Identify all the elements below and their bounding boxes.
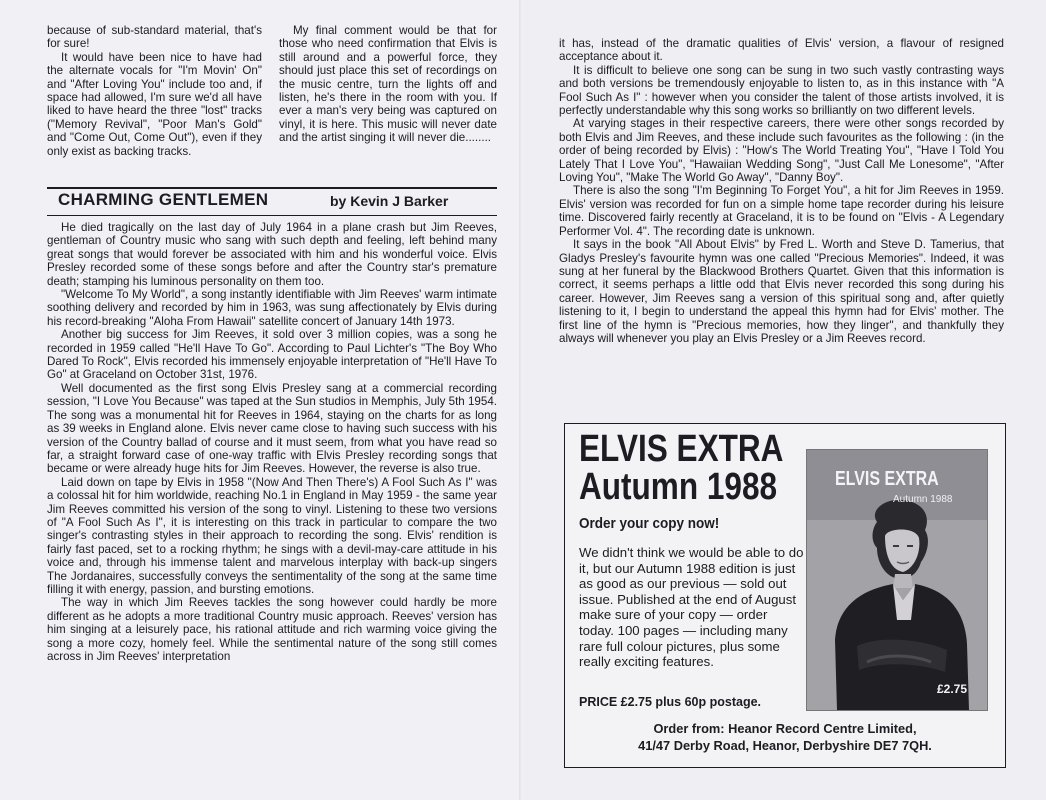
- paragraph: It says in the book "All About Elvis" by Fred L. Worth and Steve D. Tamerius, that Gladys Presley's favourite hymn was one called "Precious Memories". Indeed, it was sung at her funeral by the Blackwood Brothers Quartet. Given that this information is correct, it seems perhaps a little odd that Elvis never recorded this song during his career. However, Jim Reeves sang a version of this spiritual song and, after quietly listening to it, I begin to understand the appeal this hymn had for Elvis' mother. The first line of the hymn is "Precious memories, how they linger", and thankfully they always will whenever you play an Elvis Presley or a Jim Reeves record.: [559, 238, 1004, 345]
- paragraph: Well documented as the first song Elvis Presley sang at a commercial recording session, "I Love You Because" was taped at the Sun studios in Memphis, July 5th 1954. The song was a monumental hit for Reeves in 1964, staying on the charts for as long as 39 weeks in England alone. Elvis never came close to having such success with his version of the Country ballad of course and it must seem, from what you have read so far, a straight forward case of one-way traffic with Elvis Presley recording songs that became or were already huge hits for Jim Reeves. However, the reverse is also true.: [47, 381, 497, 476]
- article-title: CHARMING GENTLEMEN: [58, 190, 269, 209]
- ad-body: We didn't think we would be able to do it, but our Autumn 1988 edition is just as good as our previous — sold out issue. Published at the end of August make sure of your copy — order today. 100 pages — including many rare full colour pictures, plus some really exciting features.: [579, 545, 804, 670]
- elvis-extra-advert: [564, 423, 1006, 768]
- right-column: [559, 37, 1004, 345]
- title-rule-bottom: [47, 215, 497, 216]
- magazine-cover-image: [806, 449, 988, 711]
- cover-subtitle: Autumn 1988: [893, 494, 953, 505]
- paragraph: It is difficult to believe one song can be sung in two such vastly contrasting ways and both versions be tremendously enjoyable to listen to, as in this instance with "A Fool Such As I" : however when you consider the talent of those artists involved, it is perfectly understandable why this song works so brilliantly on two different levels.: [559, 63, 1004, 118]
- ad-order-heading: Order your copy now!: [579, 515, 720, 532]
- paragraph: "Welcome To My World", a song instantly identifiable with Jim Reeves' warm intimate soothing delivery and recorded by him in 1963, was sung affectionately by Elvis during his record-breaking "Aloha From Hawaii" satellite concert of January 14th 1973.: [47, 288, 497, 328]
- cover-title: ELVIS EXTRA: [835, 468, 939, 490]
- paragraph: The way in which Jim Reeves tackles the song however could hardly be more different as he adopts a more traditional Country music approach. Reeves' version has him singing at a leisurely pace, his rational attitude and rich warming voice giving the song a more cozy, homely feel. While the sentimental nature of the song still comes across in Jim Reeves' interpretation: [47, 596, 497, 663]
- paragraph: There is also the song "I'm Beginning To Forget You", a hit for Jim Reeves in 1959. Elvis' version was recorded for fun on a simple home tape recorder during his leisure time. Discovered fairly recently at Graceland, it is to be found on "Elvis - A Legendary Performer Vol. 4". The recording date is unknown.: [559, 184, 1004, 238]
- paragraph: It would have been nice to have had the alternate vocals for "I'm Movin' On" and "After Loving You" include too and, if space had allowed, I'm sure we'd all have liked to have heard the three "lost" tracks ("Memory Revival", "Poor Man's Gold" and "Come Out, Come Out"), even if they only exist as backing tracks.: [47, 50, 262, 158]
- paragraph: Laid down on tape by Elvis in 1958 "(Now And Then There's) A Fool Such As I" was a colossal hit for him worldwide, reaching No.1 in England in May 1959 - the same year Jim Reeves committed his version of the song to vinyl. Listening to these two versions of "A Fool Such As I", it is interesting on this track in particular to compare the two singer's contrasting styles in their approach to recording the song. Elvis' rendition is fairly fast paced, set to a rocking rhythm; he sings with a devil-may-care attitude in his voice and, through his immense talent and marvelous interplay with back-up singers The Jordanaires, successfully conveys the sentimentality of the song at the same time filling it with energy, passion, and bursting emotions.: [47, 475, 497, 596]
- left-column-2: [279, 24, 497, 145]
- article-body: [47, 221, 497, 663]
- title-rule-top: [47, 187, 497, 189]
- ad-order-address: [565, 720, 1005, 754]
- byline: by Kevin J Barker: [330, 193, 449, 209]
- paragraph: because of sub-standard material, that's for sure!: [47, 24, 262, 51]
- cover-price: £2.75: [937, 682, 968, 696]
- paragraph: At varying stages in their respective careers, there were other songs recorded by both Elvis and Jim Reeves, and these include such favourites as the following : (in the order of being recorded by Elvis) : "How's The World Treating You", "Have I Told You Lately That I Love You", "Hawaiian Wedding Song", "Just Call Me Lonesome", "After Loving You", "Make The World Go Away", "Danny Boy".: [559, 117, 1004, 185]
- paragraph: He died tragically on the last day of July 1964 in a plane crash but Jim Reeves, gentleman of Country music who sang with such depth and feeling, left behind many great songs that would forever be associated with him and his wonderful voice. Elvis Presley recorded some of these songs before and after the Country star's premature death; stamping his luminous personality on them too.: [47, 221, 497, 288]
- left-column-1: [47, 24, 262, 158]
- ad-price: PRICE £2.75 plus 60p postage.: [579, 695, 762, 709]
- ad-subtitle: Autumn 1988: [579, 466, 778, 508]
- paragraph: My final comment would be that for those who need confirmation that Elvis is still around and a powerful force, they should just place this set of recordings on the music centre, turn the lights off and listen, he's there in the room with you. If ever a man's very being was captured on vinyl, it is here. This music will never date and the artist singing it will never die........: [279, 24, 497, 145]
- paragraph: it has, instead of the dramatic qualities of Elvis' version, a flavour of resigned acceptance about it.: [559, 37, 1004, 64]
- ad-title: ELVIS EXTRA: [579, 428, 784, 470]
- ad-order-line-1: Order from: Heanor Record Centre Limited,: [653, 721, 917, 736]
- ad-order-line-2: 41/47 Derby Road, Heanor, Derbyshire DE7 7QH.: [638, 738, 932, 753]
- paragraph: Another big success for Jim Reeves, it sold over 3 million copies, was a song he recorded in 1959 called "He'll Have To Go". According to Paul Lichter's "The Boy Who Dared To Rock", Elvis recorded his immensely enjoyable interpretation of "He'll Have To Go" at Graceland on October 31st, 1976.: [47, 328, 497, 382]
